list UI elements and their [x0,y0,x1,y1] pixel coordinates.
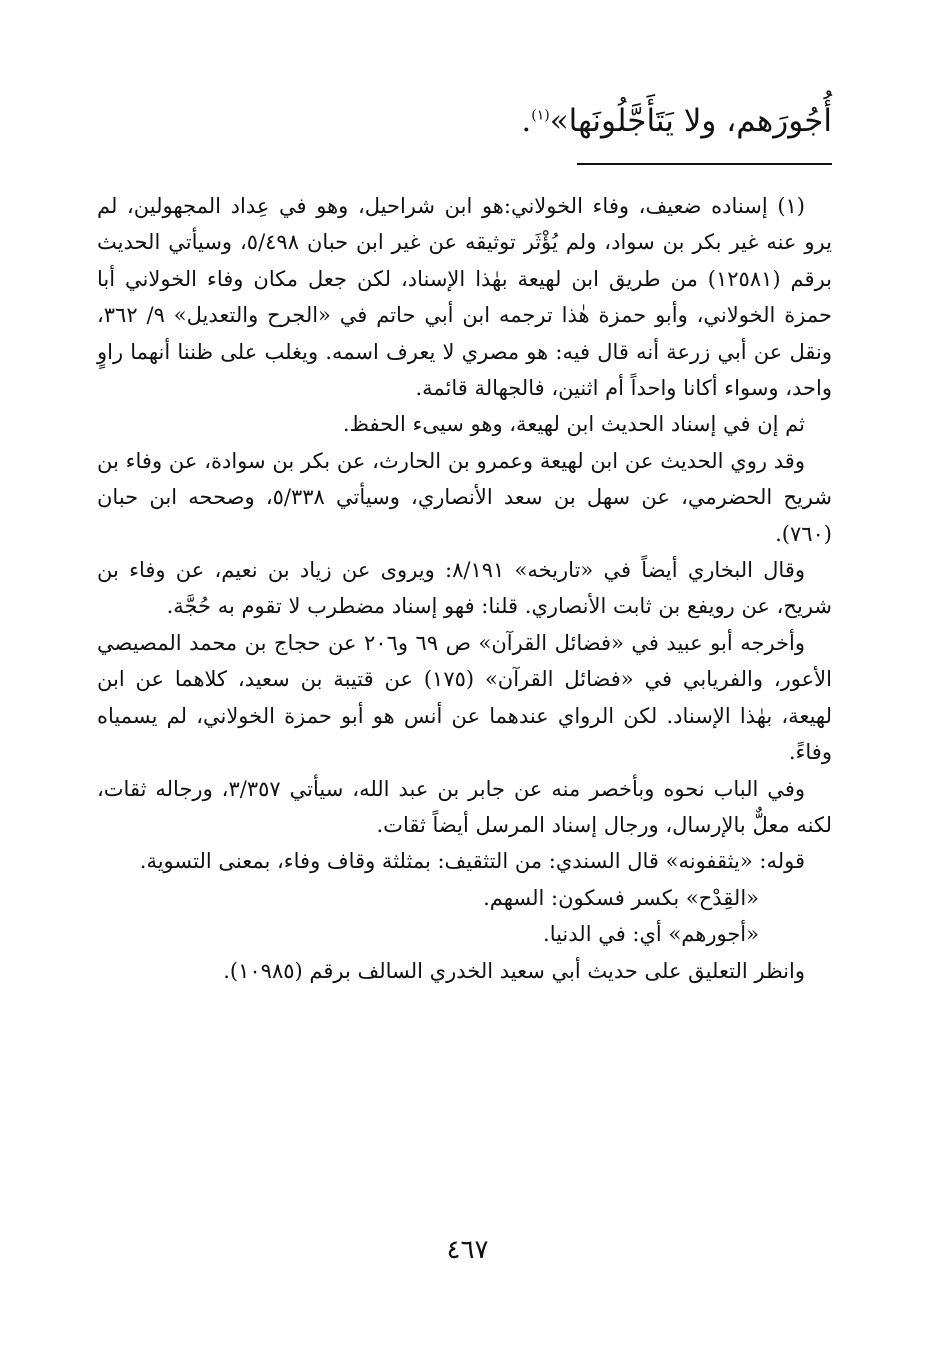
footnote-paragraph: وأخرجه أبو عبيد في «فضائل القرآن» ص ٦٩ و٢٠٦ عن حجاج بن محمد المصيصي الأعور، والفريابي في «فضائل القرآن» (١٧٥) عن قتيبة بن سعيد، كلاهما عن ابن لهيعة، بهٰذا الإسناد. لكن الرواي عندهما عن أنس هو أبو حمزة الخولاني، لم يسمياه وفاءً. [97,630,832,765]
footnote-paragraph: ثم إن في إسناد الحديث ابن لهيعة، وهو سيىء الحفظ. [342,412,805,437]
main-text-line [103,96,832,146]
main-text-end: . [521,103,532,139]
footnote-paragraph: قوله: «يثقفونه» قال السندي: من التثقيف: بمثلثة وقاف وفاء، بمعنى التسوية. [139,849,805,874]
footnote-reference[interactable]: (١) [531,107,550,124]
page-number: ٤٦٧ [446,1235,489,1265]
main-text: أُجُورَهم، ولا يَتَأَجَّلُونَها» [549,103,832,139]
footnote-paragraph: وفي الباب نحوه وبأخصر منه عن جابر بن عبد الله، سيأتي ٣/٣٥٧، ورجاله ثقات، لكنه معلٌّ بالإرسال، ورجال إسناد المرسل أيضاً ثقات. [97,776,832,837]
footnote-paragraph: وقد روي الحديث عن ابن لهيعة وعمرو بن الحارث، عن بكر بن سوادة، عن وفاء بن شريح الحضرمي، عن سهل بن سعد الأنصاري، وسيأتي ٥/٣٣٨، وصححه ابن حبان (٧٦٠). [97,448,832,546]
footnote-divider [577,163,832,165]
footnote-paragraph: (١) إسناده ضعيف، وفاء الخولاني:هو ابن شراحيل، وهو في عِداد المجهولين، لم يرو عنه غير بكر بن سواد، ولم يُؤْثَر توثيقه عن غير ابن حبان ٥/٤٩٨، وسيأتي الحديث برقم (١٢٥٨١) من طريق ابن لهيعة بهٰذا الإسناد، لكن جعل مكان وفاء الخولاني أبا حمزة الخولاني، وأبو حمزة هٰذا ترجمه ابن أبي حاتم في «الجرح والتعديل» ٩/ ٣٦٢، ونقل عن أبي زرعة أنه قال فيه: هو مصري لا يعرف اسمه. ويغلب على ظننا أنهما راوٍ واحد، وسواء أكانا واحداً أم اثنين، فالجهالة قائمة. [97,194,832,401]
footnote-paragraph: وانظر التعليق على حديث أبي سعيد الخدري السالف برقم (١٠٩٨٥). [223,958,805,983]
footnote-paragraph: «القِدْح» بكسر فسكون: السهم. [483,885,759,910]
footnote-paragraph: وقال البخاري أيضاً في «تاريخه» ٨/١٩١: ويروى عن زياد بن نعيم، عن وفاء بن شريح، عن رويفع بن ثابت الأنصاري. قلنا: فهو إسناد مضطرب لا تقوم به حُجَّة. [97,558,832,619]
footnotes-section [97,188,832,989]
footnote-paragraph: «أجورهم» أي: في الدنيا. [543,922,759,947]
